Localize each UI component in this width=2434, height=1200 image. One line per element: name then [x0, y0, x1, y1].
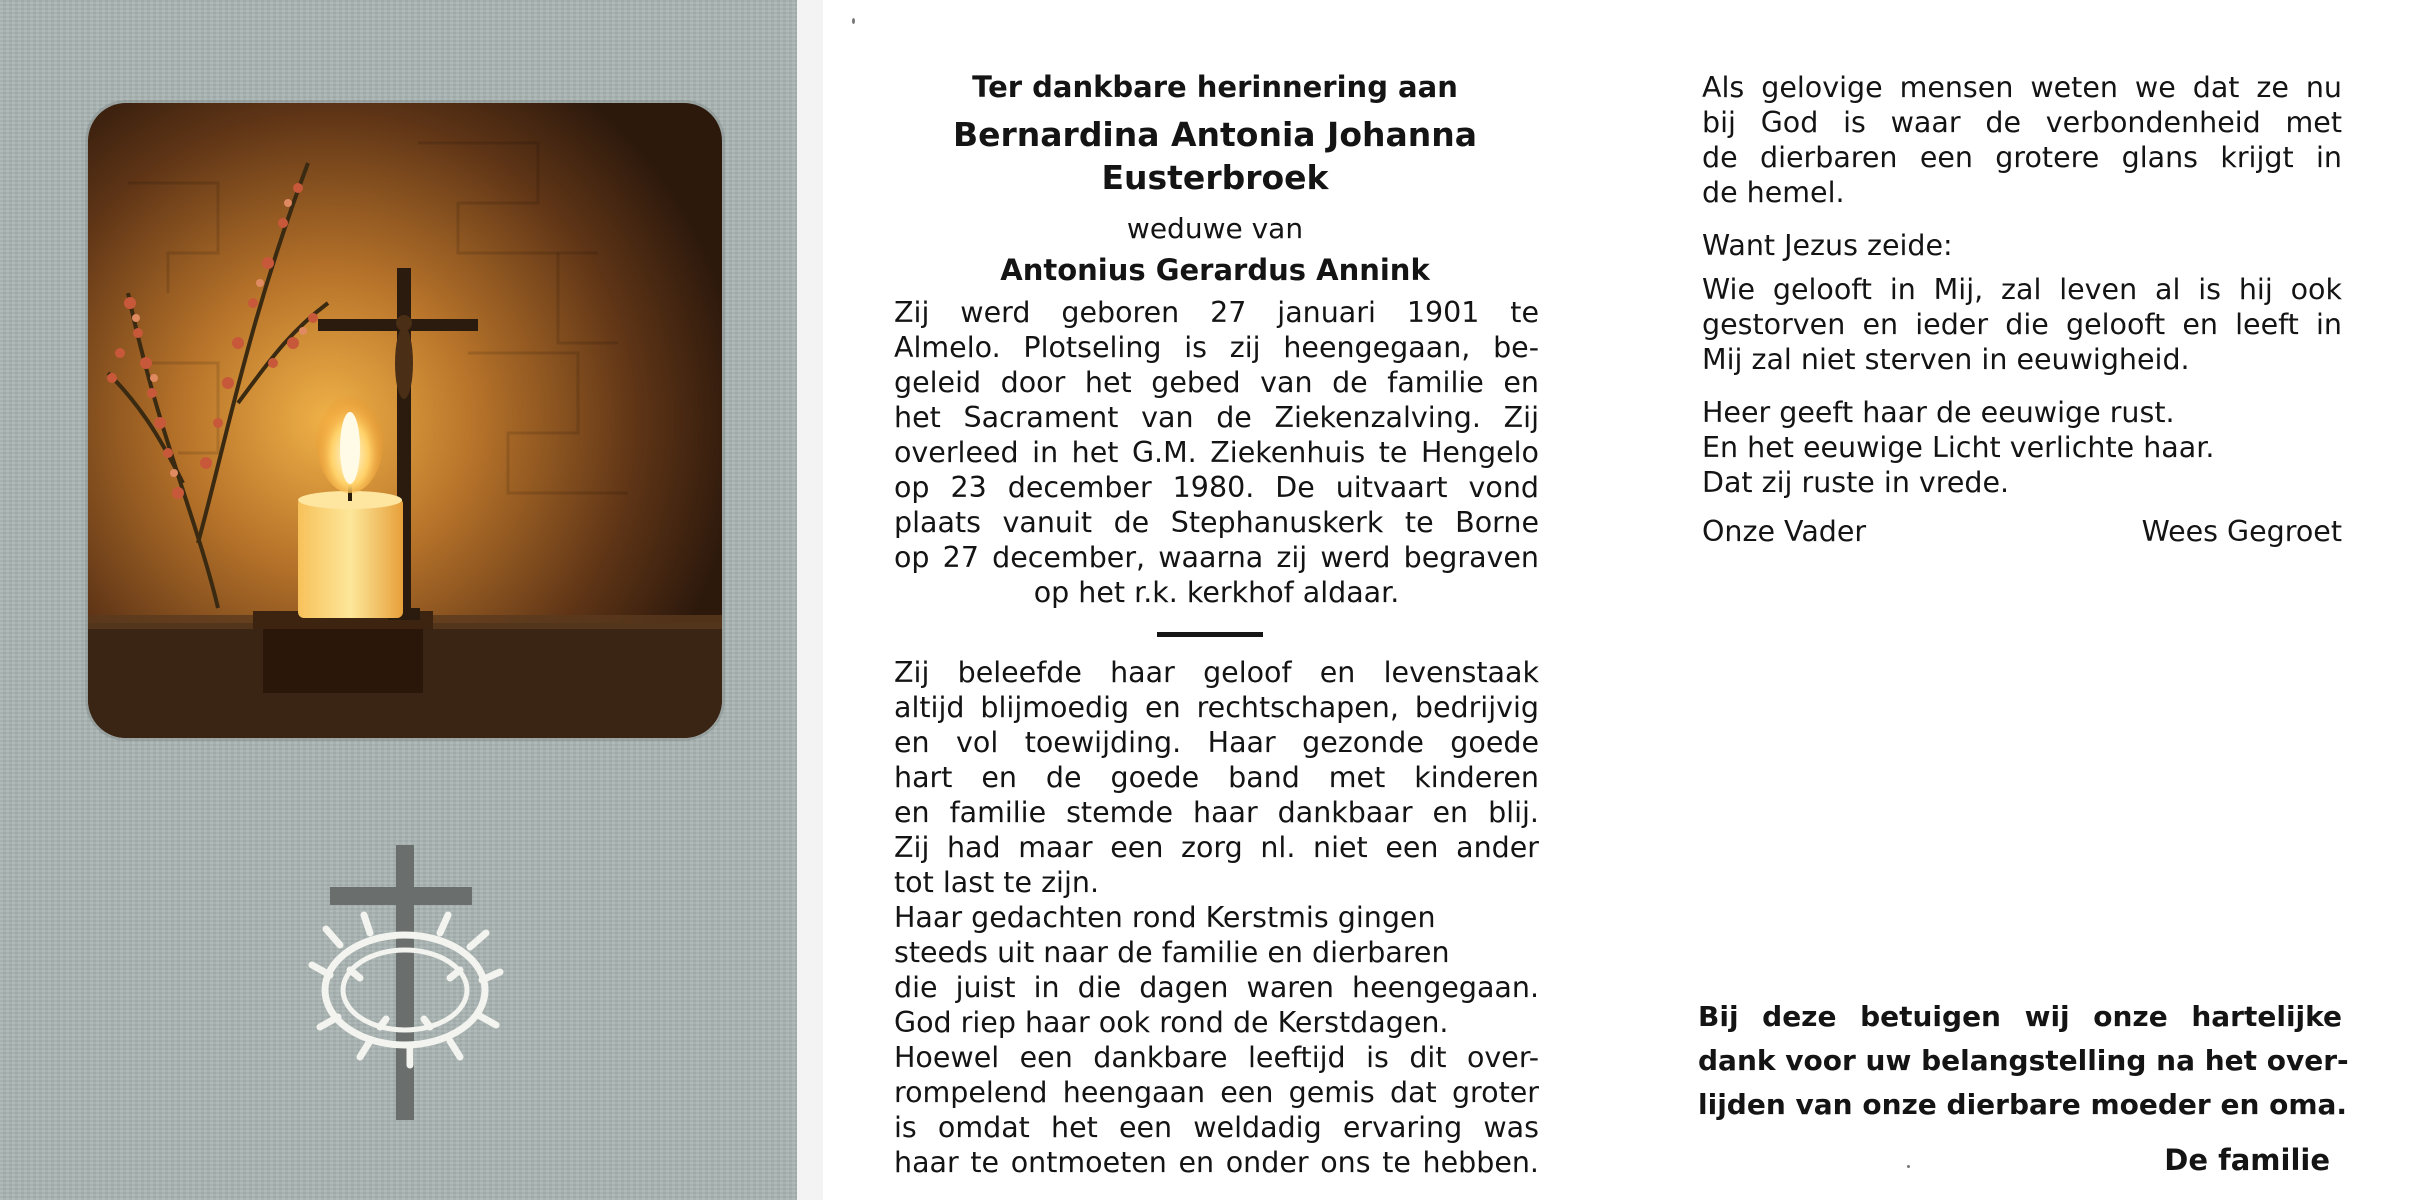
obituary-panel: [880, 0, 1550, 1200]
tribute-line: die juist in die dagen waren heengegaan.: [894, 971, 1539, 1004]
cross-thorn-crown-emblem: [300, 845, 530, 1120]
paper-speck: [1907, 1165, 1910, 1168]
bio-line: op het r.k. kerkhof aldaar.: [1033, 576, 1400, 609]
biography-paragraph: [894, 295, 1539, 610]
tribute-line: en familie stemde haar dankbaar en blij.: [894, 796, 1539, 829]
thanks-line: lijden van onze dierbare moeder en oma.: [1698, 1088, 2348, 1121]
bio-line: Almelo. Plotseling is zij heengegaan, be-: [894, 331, 1539, 364]
tribute-line: God riep haar ook rond de Kerstdagen.: [894, 1006, 1449, 1039]
rest-prayer-line: En het eeuwige Licht verlichte haar.: [1702, 431, 2215, 464]
scripture-line: Wie gelooft in Mij, zal leven al is hij ook: [1702, 273, 2342, 306]
deceased-name-line1: Bernardina Antonia Johanna: [952, 115, 1478, 154]
bio-line: Zij werd geboren 27 januari 1901 te: [894, 296, 1539, 329]
prayer-names: [1702, 515, 2342, 548]
scripture-line: gestorven en ieder die gelooft en leeft in: [1702, 308, 2342, 341]
bio-line: het Sacrament van de Ziekenzalving. Zij: [894, 401, 1539, 434]
thanks-line: Bij deze betuigen wij onze hartelijke: [1698, 1000, 2342, 1033]
bio-line: geleid door het gebed van de familie en: [894, 366, 1539, 399]
jesus-said-line: Want Jezus zeide:: [1702, 229, 1953, 262]
tribute-line: rompelend heengaan een gemis dat groter: [894, 1076, 1539, 1109]
tribute-line: altijd blijmoedig en rechtschapen, bedrijvig: [894, 691, 1539, 724]
jesus-said-paragraph: [1702, 228, 2342, 263]
card-fold-edge: [797, 0, 823, 1200]
widow-of-label: weduwe van: [1126, 212, 1304, 245]
tribute-line: Zij beleefde haar geloof en levenstaak: [894, 656, 1539, 689]
rest-prayer-paragraph: [1702, 395, 2342, 500]
tribute-line: haar te ontmoeten en onder ons te hebben.: [894, 1146, 1539, 1179]
deceased-name-line2: Eusterbroek: [1101, 158, 1329, 197]
faith-line: Als gelovige mensen weten we dat ze nu: [1702, 71, 2342, 104]
intro-heading: Ter dankbare herinnering aan: [972, 70, 1458, 104]
scripture-paragraph: [1702, 272, 2342, 377]
tribute-line: Zij had maar een zorg nl. niet een ander: [894, 831, 1539, 864]
rest-prayer-line: Heer geeft haar de eeuwige rust.: [1702, 396, 2175, 429]
hail-mary-label: Wees Gegroet: [2141, 515, 2342, 548]
candle-crucifix-image: [88, 103, 722, 738]
tribute-line: is omdat het een weldadig ervaring was: [894, 1111, 1539, 1144]
bio-line: overleed in het G.M. Ziekenhuis te Hengelo: [894, 436, 1539, 469]
bio-line: op 27 december, waarna zij werd begraven: [894, 541, 1539, 574]
paper-speck: [852, 18, 855, 24]
bio-line: plaats vanuit de Stephanuskerk te Borne: [894, 506, 1539, 539]
tribute-line: tot last te zijn.: [894, 866, 1099, 899]
faith-line: de hemel.: [1702, 176, 1845, 209]
tribute-line: Haar gedachten rond Kerstmis gingen: [894, 901, 1436, 934]
thanks-paragraph: [1698, 995, 2349, 1127]
section-divider: [1157, 632, 1263, 637]
family-signature: De familie: [2164, 1143, 2330, 1177]
tribute-line: steeds uit naar de familie en dierbaren: [894, 936, 1450, 969]
scripture-line: Mij zal niet sterven in eeuwigheid.: [1702, 343, 2190, 376]
faith-line: bij God is waar de verbondenheid met: [1702, 106, 2342, 139]
tribute-paragraph: [894, 655, 1539, 1180]
bio-line: op 23 december 1980. De uitvaart vond: [894, 471, 1539, 504]
faith-line: de dierbaren een grotere glans krijgt in: [1702, 141, 2342, 174]
thanks-line: dank voor uw belangstelling na het over-: [1698, 1044, 2349, 1077]
tribute-line: en vol toewijding. Haar gezonde goede: [894, 726, 1539, 759]
rest-prayer-line: Dat zij ruste in vrede.: [1702, 466, 2010, 499]
tribute-line: Hoewel een dankbare leeftijd is dit over-: [894, 1041, 1539, 1074]
faith-paragraph: [1702, 70, 2342, 210]
prayer-panel: [1690, 0, 2350, 1200]
tribute-line: hart en de goede band met kinderen: [894, 761, 1539, 794]
our-father-label: Onze Vader: [1702, 515, 1867, 548]
spouse-name: Antonius Gerardus Annink: [1000, 253, 1430, 287]
card-cover: [0, 0, 797, 1200]
memorial-photo: [88, 103, 722, 738]
